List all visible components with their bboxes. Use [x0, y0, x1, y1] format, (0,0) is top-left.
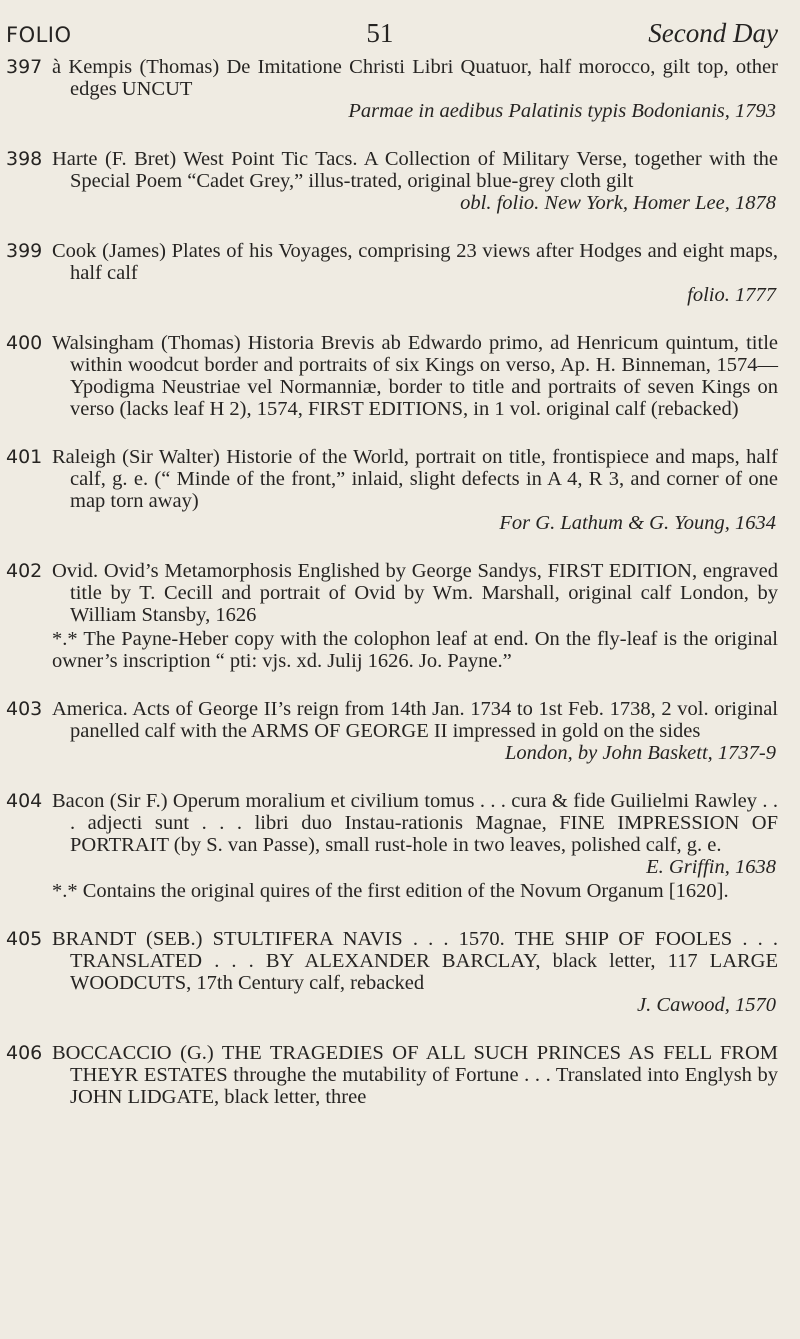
lot-note: *.* The Payne-Heber copy with the colophon leaf at end. On the fly-leaf is the original owner’s inscription “ pti: vjs. xd. Julij 1626. Jo. Payne.”	[52, 628, 778, 672]
lot-text: à Kempis (Thomas) De Imitatione Christi Libri Quatuor, half morocco, gilt top, other edges UNCUT	[52, 56, 778, 100]
lot-entry	[4, 1042, 778, 1108]
lot-number: 399	[6, 240, 43, 262]
lot-description	[52, 332, 778, 420]
lot-number: 406	[6, 1042, 43, 1064]
lot-description	[52, 928, 778, 1016]
lot-list	[4, 56, 778, 1108]
lot-entry	[4, 240, 778, 306]
lot-number: 403	[6, 698, 43, 720]
lot-entry	[4, 560, 778, 672]
lot-description	[52, 790, 778, 902]
lot-imprint: Parmae in aedibus Palatinis typis Bodonianis, 1793	[348, 100, 776, 122]
lot-number: 401	[6, 446, 43, 468]
lot-note: *.* Contains the original quires of the first edition of the Novum Organum [1620].	[52, 880, 729, 902]
lot-description	[52, 698, 778, 764]
lot-number: 398	[6, 148, 43, 170]
lot-text: Walsingham (Thomas) Historia Brevis ab Edwardo primo, ad Henricum quintum, title within woodcut border and portraits of six Kings on verso, Ap. H. Binneman, 1574—Ypodigma Neustriae vel Normanniæ, border to title and portraits of seven Kings on verso (lacks leaf H 2), 1574, FIRST EDITIONS, in 1 vol. original calf (rebacked)	[52, 332, 778, 420]
lot-entry	[4, 698, 778, 764]
lot-entry	[4, 332, 778, 420]
lot-text: Raleigh (Sir Walter) Historie of the World, portrait on title, frontispiece and maps, half calf, g. e. (“ Minde of the front,” inlaid, slight defects in A 4, R 3, and corner of one map torn away)	[52, 446, 778, 512]
lot-text: Ovid. Ovid’s Metamorphosis Englished by George Sandys, FIRST EDITION, engraved title by T. Cecill and portrait of Ovid by Wm. Marshall, original calf London, by William Stansby, 1626	[52, 560, 778, 626]
lot-entry	[4, 446, 778, 534]
lot-description	[52, 148, 778, 214]
lot-description	[52, 560, 778, 672]
lot-text: BOCCACCIO (G.) THE TRAGEDIES OF ALL SUCH PRINCES AS FELL FROM THEYR ESTATES throughe the mutability of Fortune . . . Translated into Englysh by JOHN LIDGATE, black letter, three	[52, 1042, 778, 1108]
lot-imprint: obl. folio. New York, Homer Lee, 1878	[460, 192, 776, 214]
lot-text: America. Acts of George II’s reign from 14th Jan. 1734 to 1st Feb. 1738, 2 vol. original panelled calf with the ARMS OF GEORGE II impressed in gold on the sides	[52, 698, 778, 742]
lot-imprint: For G. Lathum & G. Young, 1634	[499, 512, 776, 534]
lot-imprint: J. Cawood, 1570	[637, 994, 776, 1016]
lot-entry	[4, 56, 778, 122]
lot-number: 404	[6, 790, 43, 812]
lot-imprint: folio. 1777	[687, 284, 776, 306]
lot-entry	[4, 148, 778, 214]
lot-text: Cook (James) Plates of his Voyages, comprising 23 views after Hodges and eight maps, half calf	[52, 240, 778, 284]
lot-description	[52, 56, 778, 122]
lot-text: Bacon (Sir F.) Operum moralium et civilium tomus . . . cura & fide Guilielmi Rawley . . . adjecti sunt . . . libri duo Instau-rationis Magnae, FINE IMPRESSION OF PORTRAIT (by S. van Passe), small rust-hole in two leaves, polished calf, g. e.	[52, 790, 778, 856]
page-header	[4, 18, 778, 52]
page-number: 51	[366, 18, 394, 48]
folio-label: FOLIO	[6, 23, 72, 47]
lot-text: BRANDT (SEB.) STULTIFERA NAVIS . . . 1570. THE SHIP OF FOOLES . . . TRANSLATED . . . BY ALEXANDER BARCLAY, black letter, 117 LARGE WOODCUTS, 17th Century calf, rebacked	[52, 928, 778, 994]
lot-entry	[4, 928, 778, 1016]
lot-number: 402	[6, 560, 43, 582]
lot-imprint: E. Griffin, 1638	[646, 856, 776, 878]
lot-description	[52, 240, 778, 306]
day-heading: Second Day	[648, 18, 778, 48]
lot-number: 400	[6, 332, 43, 354]
lot-text: Harte (F. Bret) West Point Tic Tacs. A Collection of Military Verse, together with the Special Poem “Cadet Grey,” illus-trated, original blue-grey cloth gilt	[52, 148, 778, 192]
lot-imprint: London, by John Baskett, 1737-9	[504, 742, 776, 764]
lot-entry	[4, 790, 778, 902]
lot-description	[52, 446, 778, 534]
lot-number: 405	[6, 928, 43, 950]
lot-number: 397	[6, 56, 43, 78]
lot-description	[52, 1042, 778, 1108]
